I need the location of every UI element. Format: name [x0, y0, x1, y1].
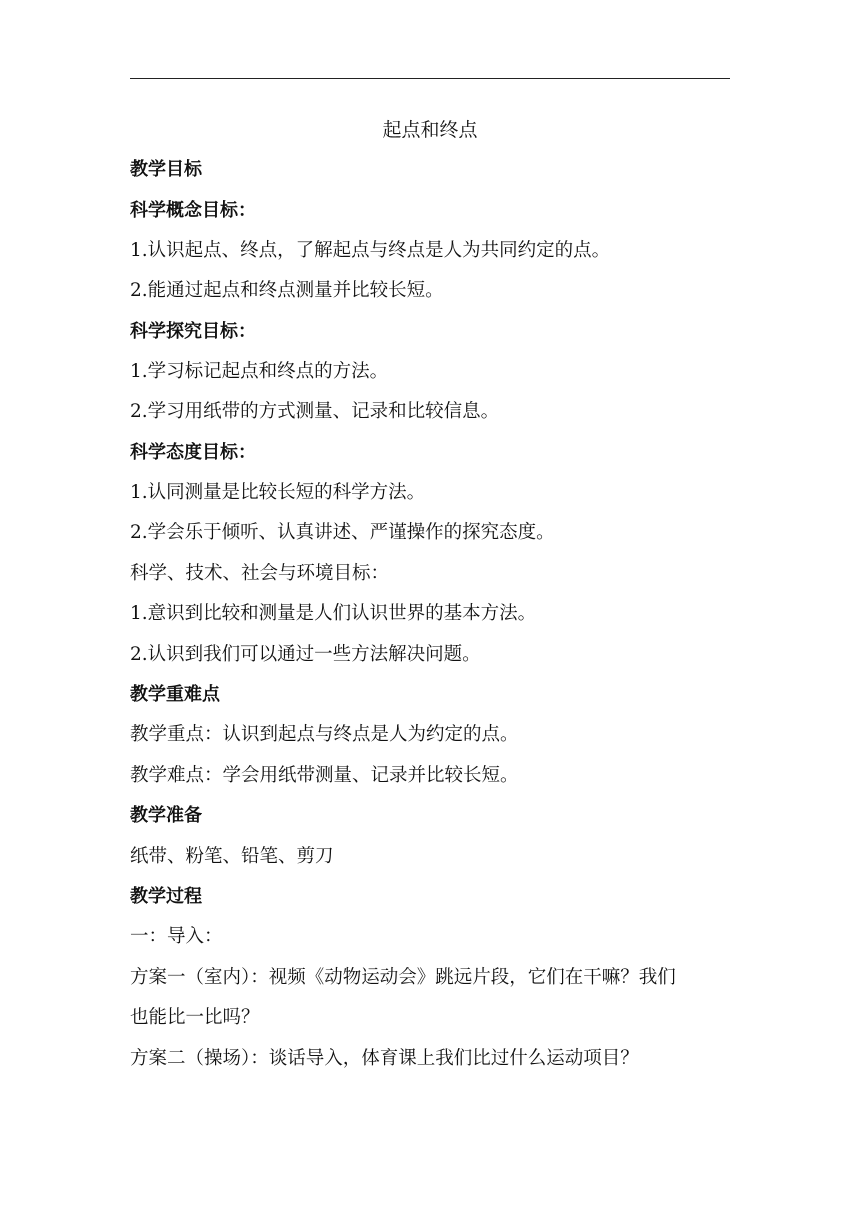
heading-teaching-goals: 教学目标	[130, 159, 202, 180]
heading-concept-goals: 科学概念目标：	[130, 200, 256, 221]
header-rule	[130, 78, 730, 79]
paragraph-line: 2.学会乐于倾听、认真讲述、严谨操作的探究态度。	[130, 522, 555, 543]
paragraph-line: 也能比一比吗？	[130, 1007, 260, 1028]
paragraph-line: 方案二（操场）：谈话导入，体育课上我们比过什么运动项目？	[130, 1048, 639, 1069]
heading-key-points: 教学重难点	[130, 684, 220, 705]
paragraph-line: 教学重点：认识到起点与终点是人为约定的点。	[130, 724, 519, 745]
paragraph-line: 2.学习用纸带的方式测量、记录和比较信息。	[130, 401, 500, 422]
paragraph-line: 2.能通过起点和终点测量并比较长短。	[130, 280, 444, 301]
paragraph-line: 2.认识到我们可以通过一些方法解决问题。	[130, 644, 481, 665]
paragraph-line: 纸带、粉笔、铅笔、剪刀	[130, 846, 334, 867]
paragraph-line: 教学难点：学会用纸带测量、记录并比较长短。	[130, 765, 519, 786]
paragraph-line: 方案一（室内）：视频《动物运动会》跳远片段，它们在干嘛？我们	[130, 967, 676, 988]
paragraph-line: 1.学习标记起点和终点的方法。	[130, 361, 389, 382]
heading-stse-goals: 科学、技术、社会与环境目标：	[130, 563, 390, 584]
heading-preparation: 教学准备	[130, 805, 202, 826]
paragraph-line: 1.认识起点、终点，了解起点与终点是人为共同约定的点。	[130, 240, 611, 261]
paragraph-line: 1.认同测量是比较长短的科学方法。	[130, 482, 426, 503]
heading-attitude-goals: 科学态度目标：	[130, 442, 256, 463]
heading-process: 教学过程	[130, 886, 202, 907]
paragraph-line: 1.意识到比较和测量是人们认识世界的基本方法。	[130, 603, 537, 624]
document-title: 起点和终点	[382, 119, 478, 141]
paragraph-line: 一：导入：	[130, 926, 223, 947]
heading-inquiry-goals: 科学探究目标：	[130, 321, 256, 342]
